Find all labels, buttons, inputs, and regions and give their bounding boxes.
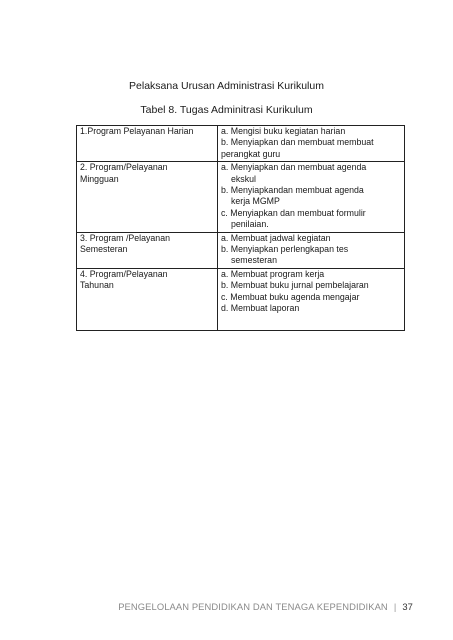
admin-tasks-table — [76, 125, 405, 331]
task-line: c. Menyiapkan dan membuat formulir — [221, 207, 366, 218]
program-label-line: 4. Program/Pelayanan — [80, 268, 168, 279]
tasks-cell — [218, 268, 405, 330]
tasks-cell — [218, 232, 405, 268]
task-line: kerja MGMP — [231, 196, 280, 207]
program-label-line: 2. Program/Pelayanan — [80, 162, 168, 173]
tasks-cell — [218, 162, 405, 232]
program-label-line: Semesteran — [80, 244, 128, 255]
table-row — [77, 232, 405, 268]
task-line: perangkat guru — [221, 148, 281, 159]
program-cell — [77, 162, 218, 232]
program-label-line: Tahunan — [80, 280, 114, 291]
task-line: penilaian. — [231, 219, 269, 230]
page-number: 37 — [402, 601, 413, 612]
task-line: ekskul — [231, 173, 256, 184]
footer-separator: | — [393, 601, 397, 612]
task-line: semesteran — [231, 255, 277, 266]
task-line: c. Membuat buku agenda mengajar — [221, 291, 360, 302]
task-line: b. Menyiapkan perlengkapan tes — [221, 244, 349, 255]
section-heading: Pelaksana Urusan Administrasi Kurikulum — [129, 80, 324, 92]
table-row — [77, 126, 405, 162]
table-caption: Tabel 8. Tugas Adminitrasi Kurikulum — [140, 104, 313, 116]
program-label-line: 1.Program Pelayanan Harian — [80, 126, 194, 136]
task-line: a. Menyiapkan dan membuat agenda — [221, 162, 367, 173]
task-line: b. Menyiapkandan membuat agenda — [221, 185, 364, 196]
table-row — [77, 268, 405, 330]
program-cell — [77, 268, 218, 330]
tasks-cell — [218, 126, 405, 162]
page-footer — [118, 601, 413, 612]
program-cell — [77, 126, 218, 162]
program-label-line: 3. Program /Pelayanan — [80, 232, 170, 243]
task-line: b. Membuat buku jurnal pembelajaran — [221, 280, 369, 291]
task-line: a. Membuat program kerja — [221, 268, 325, 279]
task-line: a. Mengisi buku kegiatan harian — [221, 126, 346, 136]
program-label-line: Mingguan — [80, 173, 119, 184]
task-line: a. Membuat jadwal kegiatan — [221, 232, 331, 243]
task-line: d. Membuat laporan — [221, 303, 300, 314]
footer-title: PENGELOLAAN PENDIDIKAN DAN TENAGA KEPENDIDIKAN — [118, 601, 388, 612]
task-line: b. Menyiapkan dan membuat membuat — [221, 137, 374, 148]
table-row — [77, 162, 405, 232]
program-cell — [77, 232, 218, 268]
